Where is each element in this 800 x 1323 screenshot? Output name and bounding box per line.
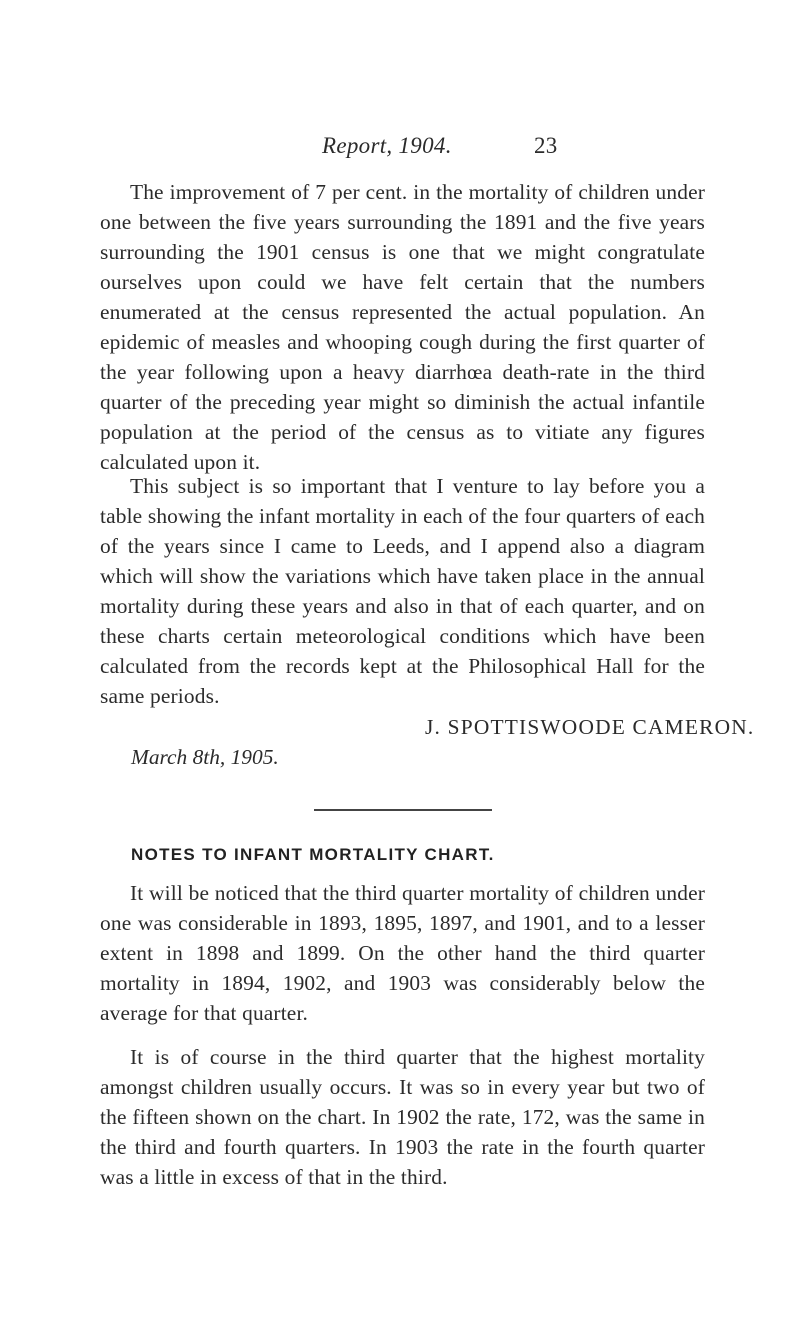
- notes-paragraph-2: It is of course in the third quarter that the highest mortality amongst children usually occurs. It was so in every year but two of the fifteen shown on the chart. In 1902 the rate, 172, was the same in the third and fourth quarters. In 1903 the rate in the fourth quarter was a little in excess of that in the third.: [100, 1045, 705, 1189]
- page-number: 23: [534, 133, 558, 158]
- section-divider: [314, 809, 492, 811]
- dateline: March 8th, 1905.: [131, 745, 279, 769]
- author-signature: J. SPOTTISWOODE CAMERON.: [425, 715, 755, 739]
- body-paragraph-1: The improvement of 7 per cent. in the mortality of children under one between the five years surrounding the 1891 and the five years surrounding the 1901 census is one that we might congratulate ourselves upon could we have felt certain that the numbers enumerated at the census represented the actual population. An epidemic of measles and whooping cough during the first quarter of the year following upon a heavy diarrhœa death-rate in the third quarter of the preceding year might so diminish the actual infantile population at the period of the census as to vitiate any figures calculated upon it.: [100, 180, 705, 474]
- notes-heading: NOTES TO INFANT MORTALITY CHART.: [131, 845, 495, 864]
- running-head: [322, 133, 562, 159]
- report-title: Report, 1904.: [322, 133, 452, 158]
- notes-paragraph-1: It will be noticed that the third quarter mortality of children under one was considerable in 1893, 1895, 1897, and 1901, and to a lesser extent in 1898 and 1899. On the other hand the third quarter mortality in 1894, 1902, and 1903 was considerably below the average for that quarter.: [100, 881, 705, 1025]
- body-paragraph-2: This subject is so important that I venture to lay before you a table showing the infant mortality in each of the four quarters of each of the years since I came to Leeds, and I append also a diagram which will show the variations which have taken place in the annual mortality during these years and also in that of each quarter, and on these charts certain meteorological conditions which have been calculated from the records kept at the Philosophical Hall for the same periods.: [100, 474, 705, 708]
